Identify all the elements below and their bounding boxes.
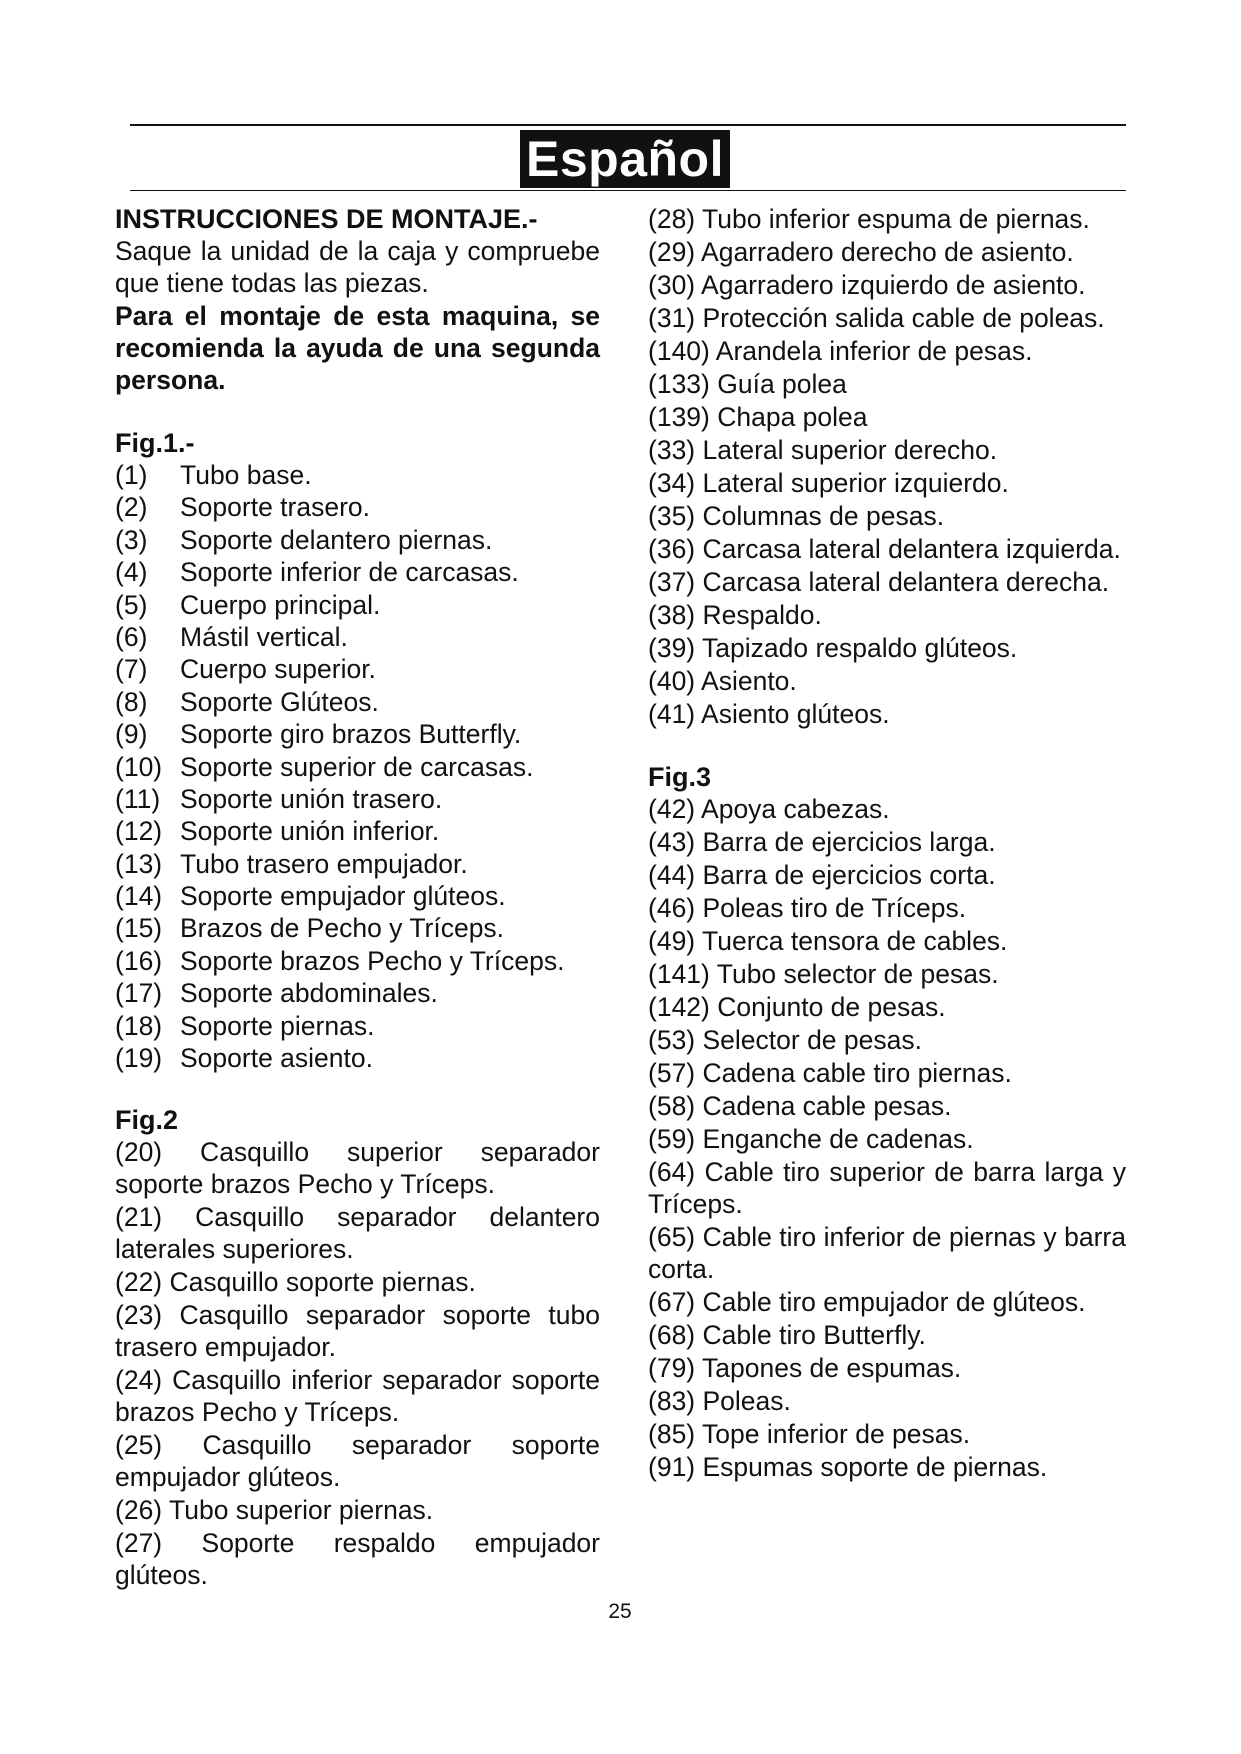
list-item: (4) Soporte inferior de carcasas. <box>115 557 519 588</box>
list-item: (31) Protección salida cable de poleas. <box>648 303 1105 333</box>
intro-bold-text: Para el montaje de esta maquina, se recomienda la ayuda de una segunda persona. <box>115 301 600 395</box>
list-item: (16) Soporte brazos Pecho y Tríceps. <box>115 945 565 976</box>
intro-text: Saque la unidad de la caja y compruebe que tiene todas las piezas. <box>115 236 600 298</box>
list-item: (141) Tubo selector de pesas. <box>648 959 999 989</box>
list-item: (42) Apoya cabezas. <box>648 794 890 824</box>
list-item: (30) Agarradero izquierdo de asiento. <box>648 270 1086 300</box>
list-item: (27) Soporte respaldo empujador glúteos. <box>115 1528 600 1591</box>
list-item: (67) Cable tiro empujador de glúteos. <box>648 1287 1086 1317</box>
left-column <box>115 203 600 1592</box>
language-title: Español <box>520 130 730 188</box>
list-item: (15) Brazos de Pecho y Tríceps. <box>115 913 505 944</box>
list-item: (57) Cadena cable tiro piernas. <box>648 1058 1012 1088</box>
list-item: (13) Tubo trasero empujador. <box>115 848 468 879</box>
list-item: (35) Columnas de pesas. <box>648 501 945 531</box>
list-item: (25) Casquillo separador soporte empujador glúteos. <box>115 1430 600 1493</box>
list-item: (12) Soporte unión inferior. <box>115 816 440 847</box>
list-item: (83) Poleas. <box>648 1386 791 1416</box>
section-heading: INSTRUCCIONES DE MONTAJE.- <box>115 204 538 234</box>
list-item: (142) Conjunto de pesas. <box>648 992 946 1022</box>
list-item: (23) Casquillo separador soporte tubo trasero empujador. <box>115 1300 600 1363</box>
list-item: (38) Respaldo. <box>648 600 822 630</box>
list-item: (46) Poleas tiro de Tríceps. <box>648 893 967 923</box>
list-item: (3) Soporte delantero piernas. <box>115 524 493 555</box>
list-item: (59) Enganche de cadenas. <box>648 1124 974 1154</box>
list-item: (14) Soporte empujador glúteos. <box>115 881 506 912</box>
list-item: (43) Barra de ejercicios larga. <box>648 827 996 857</box>
list-item: (41) Asiento glúteos. <box>648 699 890 729</box>
list-item: (34) Lateral superior izquierdo. <box>648 468 1009 498</box>
fig1-title: Fig.1.- <box>115 428 195 458</box>
list-item: (21) Casquillo separador delantero laterales superiores. <box>115 1202 600 1265</box>
list-item: (49) Tuerca tensora de cables. <box>648 926 1008 956</box>
list-item: (20) Casquillo superior separador soporte brazos Pecho y Tríceps. <box>115 1137 600 1200</box>
list-item: (65) Cable tiro inferior de piernas y barra corta. <box>648 1222 1126 1284</box>
list-item: (39) Tapizado respaldo glúteos. <box>648 633 1018 663</box>
list-item: (24) Casquillo inferior separador soporte brazos Pecho y Tríceps. <box>115 1365 600 1428</box>
fig2-continued-list <box>648 203 1126 730</box>
list-item: (7) Cuerpo superior. <box>115 654 376 685</box>
list-item: (11) Soporte unión trasero. <box>115 783 443 814</box>
right-column <box>648 203 1126 1484</box>
list-item: (22) Casquillo soporte piernas. <box>115 1267 476 1298</box>
list-item: (8) Soporte Glúteos. <box>115 686 379 717</box>
list-item: (28) Tubo inferior espuma de piernas. <box>648 204 1090 234</box>
fig3-list <box>648 793 1126 1483</box>
list-item: (140) Arandela inferior de pesas. <box>648 336 1033 366</box>
list-item: (17) Soporte abdominales. <box>115 978 438 1009</box>
list-item: (133) Guía polea <box>648 369 847 399</box>
list-item: (85) Tope inferior de pesas. <box>648 1419 971 1449</box>
list-item: (29) Agarradero derecho de asiento. <box>648 237 1074 267</box>
list-item: (68) Cable tiro Butterfly. <box>648 1320 926 1350</box>
list-item: (44) Barra de ejercicios corta. <box>648 860 996 890</box>
list-item: (1) Tubo base. <box>115 460 312 490</box>
list-item: (139) Chapa polea <box>648 402 868 432</box>
fig2-title: Fig.2 <box>115 1105 179 1136</box>
list-item: (37) Carcasa lateral delantera derecha. <box>648 567 1110 597</box>
list-item: (18) Soporte piernas. <box>115 1010 375 1041</box>
list-item: (64) Cable tiro superior de barra larga y Tríceps. <box>648 1157 1126 1219</box>
fig2-list <box>115 1136 600 1591</box>
list-item: (79) Tapones de espumas. <box>648 1353 962 1383</box>
fig3-title: Fig.3 <box>648 762 712 792</box>
list-item: (53) Selector de pesas. <box>648 1025 922 1055</box>
header-rule-bottom <box>130 190 1126 191</box>
list-item: (36) Carcasa lateral delantera izquierda. <box>648 534 1121 564</box>
header-rule-top <box>130 124 1126 126</box>
list-item: (6) Mástil vertical. <box>115 621 348 652</box>
list-item: (10) Soporte superior de carcasas. <box>115 751 534 782</box>
list-item: (91) Espumas soporte de piernas. <box>648 1452 1048 1482</box>
list-item: (5) Cuerpo principal. <box>115 589 381 620</box>
list-item: (26) Tubo superior piernas. <box>115 1495 434 1526</box>
list-item: (2) Soporte trasero. <box>115 492 371 523</box>
list-item: (58) Cadena cable pesas. <box>648 1091 952 1121</box>
fig1-list <box>115 459 600 1074</box>
list-item: (19) Soporte asiento. <box>115 1043 373 1074</box>
list-item: (40) Asiento. <box>648 666 797 696</box>
page-number: 25 <box>608 1600 632 1623</box>
list-item: (33) Lateral superior derecho. <box>648 435 998 465</box>
list-item: (9) Soporte giro brazos Butterfly. <box>115 719 522 750</box>
